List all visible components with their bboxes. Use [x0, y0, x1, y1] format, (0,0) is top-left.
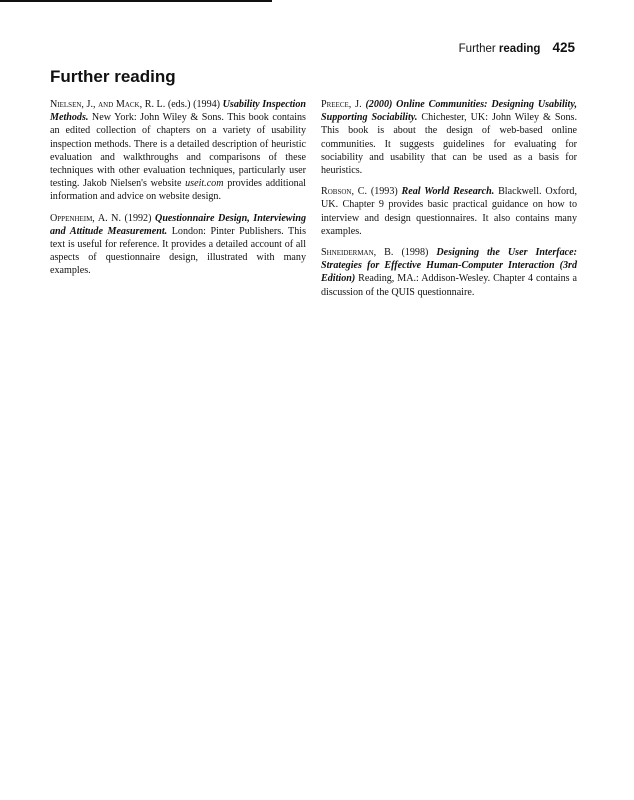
reference-entry-oppenheim: [50, 212, 306, 278]
reference-entry-robson: [321, 185, 577, 238]
right-column: [321, 98, 577, 307]
section-title: Further reading: [50, 67, 176, 86]
reference-entry-preece: [321, 98, 577, 177]
reference-title: Designing the User Interface: Strategies for Effective Human-Computer Interaction (3rd Edition): [321, 247, 577, 285]
reference-year: (1998): [393, 247, 437, 259]
reference-entry-shneiderman: [321, 246, 577, 299]
running-head: [459, 40, 575, 55]
page-number: 425: [552, 40, 575, 55]
left-column: [50, 98, 306, 286]
reference-year: (eds.) (1994): [165, 99, 223, 110]
running-title-plain: Further: [458, 43, 499, 55]
reference-text: New York: John Wiley & Sons. This book contains an edited collection of chapters on a variety of usability inspection methods. There is a detailed description of heuristic evaluation and walkthroughs and comparisons of these techniques with other evaluation techniques, particularly user testing. Jakob Nielsen's website: [50, 112, 306, 190]
reference-year: (1993): [367, 186, 402, 198]
reference-author: Oppenheim, A. N.: [50, 212, 121, 224]
reference-author: Shneiderman, B.: [321, 247, 394, 259]
reference-title: Usability Inspection Methods.: [50, 99, 306, 124]
reference-text: London: Pinter Publishers. This text is useful for reference. It provides a detailed account of all aspects of questionnaire design, illustrated with many examples.: [50, 225, 306, 277]
reference-entry-nielsen: [50, 98, 306, 204]
reference-title: Real World Research.: [401, 186, 495, 198]
reference-title: (2000) Online Communities: Designing Usability, Supporting Sociability.: [321, 99, 577, 124]
top-rule: [0, 0, 272, 2]
reference-year: (1992): [121, 212, 156, 224]
reference-author: Robson, C.: [321, 186, 368, 198]
reference-text: Chichester, UK: John Wiley & Sons. This book is about the design of web-based online communities. It suggests guidelines for evaluating for sociability and usability that can be used as a basis for heuristics.: [321, 112, 577, 177]
reference-website: useit.com: [185, 178, 224, 190]
reference-author: Nielsen, J., and Mack, R. L.: [50, 99, 166, 110]
reference-title: Questionnaire Design, Interviewing and Attitude Measurement.: [50, 212, 306, 237]
reference-author: Preece, J.: [321, 99, 362, 110]
reference-text: Reading, MA.: Addison-Wesley. Chapter 4 contains a discussion of the QUIS questionnaire.: [321, 273, 577, 298]
reference-text: Blackwell. Oxford, UK. Chapter 9 provides basic practical guidance on how to interview and design questionnaires. It also contains many examples.: [321, 186, 577, 237]
running-title-bold: reading: [498, 43, 541, 55]
reference-text-after: provides additional information and advice on website design.: [50, 178, 306, 203]
